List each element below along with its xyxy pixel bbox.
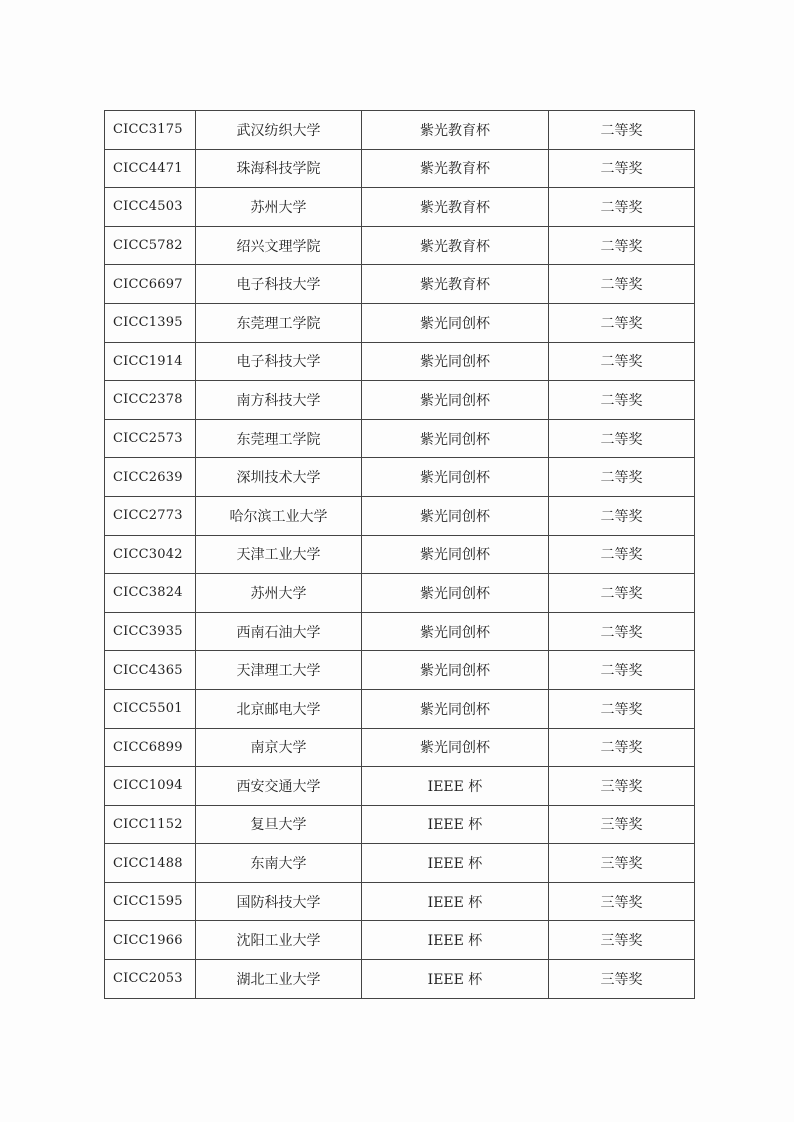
- table-row: [105, 458, 695, 497]
- school-cell: 沈阳工业大学: [196, 921, 362, 960]
- team-id-cell: CICC2378: [105, 381, 196, 420]
- prize-cell: 二等奖: [549, 303, 695, 342]
- award-table-body: [105, 111, 695, 999]
- cup-cell: 紫光同创杯: [362, 342, 549, 381]
- school-cell: 东莞理工学院: [196, 419, 362, 458]
- school-cell: 电子科技大学: [196, 342, 362, 381]
- cup-cell: 紫光同创杯: [362, 612, 549, 651]
- team-id-cell: CICC5782: [105, 226, 196, 265]
- prize-cell: 二等奖: [549, 458, 695, 497]
- table-row: [105, 188, 695, 227]
- prize-cell: 二等奖: [549, 651, 695, 690]
- cup-cell: 紫光同创杯: [362, 381, 549, 420]
- cup-cell: 紫光同创杯: [362, 574, 549, 613]
- prize-cell: 三等奖: [549, 767, 695, 806]
- cup-cell: IEEE 杯: [362, 805, 549, 844]
- school-cell: 南京大学: [196, 728, 362, 767]
- table-row: [105, 960, 695, 999]
- team-id-cell: CICC2573: [105, 419, 196, 458]
- prize-cell: 二等奖: [549, 535, 695, 574]
- team-id-cell: CICC2639: [105, 458, 196, 497]
- school-cell: 珠海科技学院: [196, 149, 362, 188]
- team-id-cell: CICC1914: [105, 342, 196, 381]
- table-row: [105, 496, 695, 535]
- team-id-cell: CICC1094: [105, 767, 196, 806]
- school-cell: 南方科技大学: [196, 381, 362, 420]
- prize-cell: 三等奖: [549, 805, 695, 844]
- team-id-cell: CICC4365: [105, 651, 196, 690]
- cup-cell: 紫光同创杯: [362, 535, 549, 574]
- table-row: [105, 767, 695, 806]
- table-row: [105, 651, 695, 690]
- prize-cell: 二等奖: [549, 689, 695, 728]
- cup-cell: IEEE 杯: [362, 960, 549, 999]
- cup-cell: IEEE 杯: [362, 921, 549, 960]
- prize-cell: 二等奖: [549, 149, 695, 188]
- cup-cell: 紫光教育杯: [362, 188, 549, 227]
- table-row: [105, 342, 695, 381]
- school-cell: 武汉纺织大学: [196, 111, 362, 150]
- team-id-cell: CICC3042: [105, 535, 196, 574]
- team-id-cell: CICC6697: [105, 265, 196, 304]
- school-cell: 湖北工业大学: [196, 960, 362, 999]
- cup-cell: 紫光同创杯: [362, 689, 549, 728]
- table-row: [105, 728, 695, 767]
- table-row: [105, 574, 695, 613]
- table-row: [105, 689, 695, 728]
- team-id-cell: CICC2773: [105, 496, 196, 535]
- table-row: [105, 303, 695, 342]
- table-row: [105, 612, 695, 651]
- school-cell: 西安交通大学: [196, 767, 362, 806]
- team-id-cell: CICC1966: [105, 921, 196, 960]
- prize-cell: 二等奖: [549, 381, 695, 420]
- school-cell: 天津工业大学: [196, 535, 362, 574]
- team-id-cell: CICC3824: [105, 574, 196, 613]
- cup-cell: 紫光同创杯: [362, 496, 549, 535]
- team-id-cell: CICC4471: [105, 149, 196, 188]
- prize-cell: 三等奖: [549, 960, 695, 999]
- team-id-cell: CICC5501: [105, 689, 196, 728]
- table-row: [105, 265, 695, 304]
- school-cell: 东莞理工学院: [196, 303, 362, 342]
- table-row: [105, 535, 695, 574]
- team-id-cell: CICC2053: [105, 960, 196, 999]
- prize-cell: 二等奖: [549, 728, 695, 767]
- school-cell: 复旦大学: [196, 805, 362, 844]
- table-row: [105, 921, 695, 960]
- prize-cell: 二等奖: [549, 111, 695, 150]
- prize-cell: 二等奖: [549, 226, 695, 265]
- cup-cell: IEEE 杯: [362, 767, 549, 806]
- school-cell: 绍兴文理学院: [196, 226, 362, 265]
- prize-cell: 二等奖: [549, 496, 695, 535]
- team-id-cell: CICC1395: [105, 303, 196, 342]
- cup-cell: 紫光同创杯: [362, 458, 549, 497]
- school-cell: 深圳技术大学: [196, 458, 362, 497]
- table-row: [105, 226, 695, 265]
- team-id-cell: CICC1152: [105, 805, 196, 844]
- cup-cell: 紫光教育杯: [362, 265, 549, 304]
- prize-cell: 二等奖: [549, 612, 695, 651]
- prize-cell: 三等奖: [549, 882, 695, 921]
- award-table: [104, 110, 695, 999]
- school-cell: 电子科技大学: [196, 265, 362, 304]
- school-cell: 北京邮电大学: [196, 689, 362, 728]
- team-id-cell: CICC6899: [105, 728, 196, 767]
- school-cell: 哈尔滨工业大学: [196, 496, 362, 535]
- team-id-cell: CICC3935: [105, 612, 196, 651]
- team-id-cell: CICC1488: [105, 844, 196, 883]
- team-id-cell: CICC3175: [105, 111, 196, 150]
- cup-cell: 紫光教育杯: [362, 111, 549, 150]
- table-row: [105, 805, 695, 844]
- cup-cell: 紫光同创杯: [362, 303, 549, 342]
- cup-cell: 紫光同创杯: [362, 728, 549, 767]
- table-row: [105, 381, 695, 420]
- table-row: [105, 882, 695, 921]
- cup-cell: 紫光同创杯: [362, 419, 549, 458]
- school-cell: 西南石油大学: [196, 612, 362, 651]
- prize-cell: 二等奖: [549, 188, 695, 227]
- team-id-cell: CICC1595: [105, 882, 196, 921]
- cup-cell: 紫光教育杯: [362, 226, 549, 265]
- school-cell: 苏州大学: [196, 574, 362, 613]
- cup-cell: 紫光同创杯: [362, 651, 549, 690]
- cup-cell: 紫光教育杯: [362, 149, 549, 188]
- school-cell: 天津理工大学: [196, 651, 362, 690]
- prize-cell: 二等奖: [549, 419, 695, 458]
- table-row: [105, 149, 695, 188]
- prize-cell: 三等奖: [549, 844, 695, 883]
- prize-cell: 三等奖: [549, 921, 695, 960]
- school-cell: 苏州大学: [196, 188, 362, 227]
- cup-cell: IEEE 杯: [362, 882, 549, 921]
- table-row: [105, 419, 695, 458]
- school-cell: 国防科技大学: [196, 882, 362, 921]
- school-cell: 东南大学: [196, 844, 362, 883]
- table-row: [105, 111, 695, 150]
- prize-cell: 二等奖: [549, 265, 695, 304]
- prize-cell: 二等奖: [549, 574, 695, 613]
- cup-cell: IEEE 杯: [362, 844, 549, 883]
- table-row: [105, 844, 695, 883]
- prize-cell: 二等奖: [549, 342, 695, 381]
- team-id-cell: CICC4503: [105, 188, 196, 227]
